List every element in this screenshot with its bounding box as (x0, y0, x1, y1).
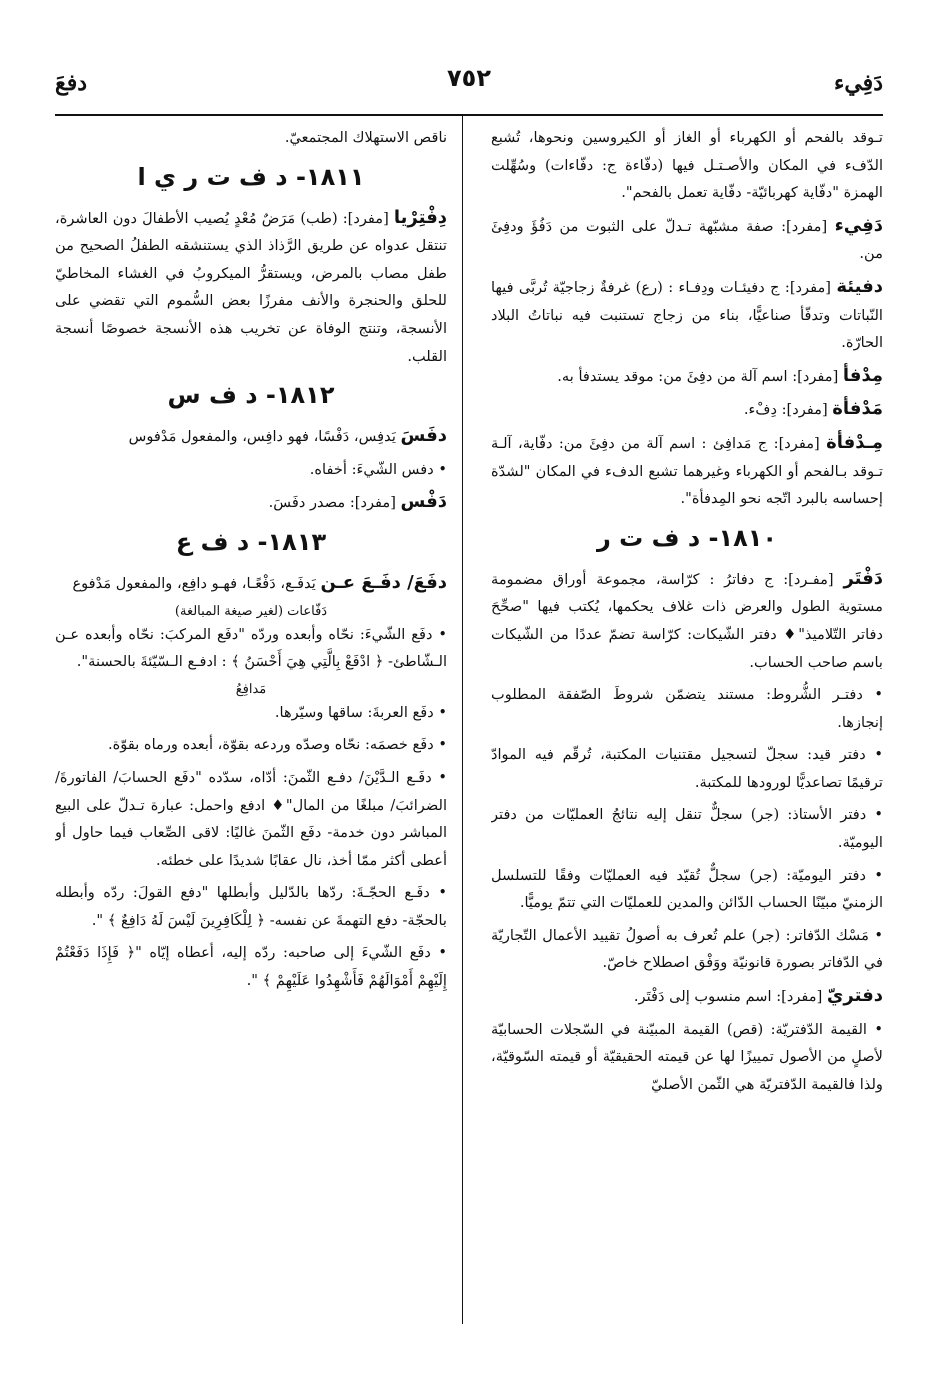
entry-text: [مفرد]: (طب) مَرَضٌ مُعْدٍ يُصيب الأطفالَ دون العاشرة، تنتقل عدواه عن طريق الرَّذاذ الذي يستنشقه الطفلُ الصحيح من طفل مصاب بالمرض، ويستقرُّ الميكروبُ في الغشاء المخاطيّ للحلق والحنجرة والأنف مفرزًا بعض السُّموم التي تقضي على الأنسجة، وتنتج الوفاة عن تخريب هذه الأنسجة خصوصًا أنسجة القلب. (55, 209, 447, 365)
dictionary-entry (55, 488, 447, 517)
section-heading: ١٨١٣- د ف ع (175, 527, 327, 556)
entry-text: [مفرد]: ج مَدافِئ : اسم آلة من دفِئَ من: دفّاية، آلـة تـوقد بـالفحم أو الكهرباء وغيرهما تشبع الدفء في المكان "لشدّة إحساسه بالبرد اتّجه نحو المِدفأة". (491, 434, 883, 508)
column-divider (462, 114, 463, 1324)
dictionary-entry (491, 565, 883, 676)
dictionary-entry (491, 395, 883, 424)
plural-note: دَفّاعات (لغير صيغة المبالغة) (174, 603, 328, 619)
dictionary-entry (55, 731, 447, 759)
dictionary-entry (55, 699, 447, 727)
dictionary-entry (491, 362, 883, 391)
entry-headword: دفَعَ/ دفَـعَ عـن (320, 571, 447, 593)
entry-text: ناقص الاستهلاك المجتمعيّ. (284, 129, 447, 146)
entry-text: • القيمة الدّفتريّة: (قص) القيمة المبيّنة في السّجلات الحسابيّة لأصلٍ من الأصول تمييزًا لها عن قيمته الحقيقيّة أو قيمته السّوقيّة، ولذا فالقيمة الدّفتريّة هي الثّمن الأصليّ (491, 1020, 883, 1093)
dictionary-entry (491, 982, 883, 1011)
entry-text: • دفَـع الحجّـةَ: ردّها بالدّليل وأبطلها "دفع القولَ: ردّه وأبطله بالحجّة- دفع التهمةَ عن نفسه- ﴿ لِلْكَافِرِينَ لَيْسَ لَهُ دَافِعٌ ﴾ ". (55, 884, 447, 929)
entry-headword: دفيئة (836, 275, 883, 297)
right-column (491, 124, 883, 1324)
page-number: ٧٥٢ (447, 64, 491, 92)
entry-text: • دفَع الشّيءَ إلى صاحبه: ردّه إليه، أعطاه إيّاه "﴿ فَإِذَا دَفَعْتُمْ إِلَيْهِمْ أَمْوَالَهُمْ فَأَشْهِدُوا عَلَيْهِمْ ﴾ ". (55, 944, 447, 990)
dictionary-entry (55, 422, 447, 451)
entry-headword: دَفِيء (834, 214, 883, 236)
dictionary-entry (55, 204, 447, 371)
entry-text: [مفرد]: دِفْء. (743, 401, 828, 419)
dictionary-entry (55, 456, 447, 484)
entry-text: [مفرد]: مصدر دفَسَ. (268, 494, 396, 512)
entry-text: • دفتـر الشُّروط: مستند يتضمّن شروطَ الصّفقة المطلوب إنجازها. (491, 686, 883, 731)
dictionary-entry (55, 621, 447, 676)
entry-text: تـوقد بالفحم أو الكهرباء أو الغاز أو الكيروسين ونحوها، تُشبع الدّفء في المكان والأصـتـل فيها (دفّاءة ج: دفّاءات) وسُهِّلت الهمزة "دفّاية كهربائيّة- دفّاية تعمل بالفحم". (491, 129, 883, 202)
entry-text: يَدفِس، دَفْسًا، فهو دافِس، والمفعول مَدْفوس (128, 428, 396, 446)
entry-headword: دَفْتَر (843, 567, 883, 589)
dictionary-entry (491, 273, 883, 357)
entry-text: [مفرد]: صفة مشبّهة تـدلّ على الثبوت من دَفُؤَ ودفِئَ من. (491, 217, 883, 263)
entry-text: [مفرد]: اسم آلة من دفِئَ من: موقد يستدفأ به. (557, 367, 839, 385)
entry-text: • دفتر قيد: سجلّ لتسجيل مقتنيات المكتبة، تُرقّم فيه الموادّ ترقيمًا تصاعديًّا لورودها للمكتبة. (491, 746, 883, 791)
entry-text: • مَسْك الدّفاتر: (جر) علم تُعرف به أصولُ تقييد الأعمال التّجاريّة في الدّفاتر بصورة قانونيّة ووَفْق اصطلاح خاصّ. (491, 926, 883, 972)
dictionary-entry (55, 939, 447, 994)
entry-text: • دفَع الشّيءَ: نحّاه وأبعده وردّه "دفَع المركبَ: نحّاه وأبعده عـن الـشّاطئ- ﴿ ادْفَعْ بِالَّتِي هِيَ أَحْسَنُ ﴾ : ادفـع الـسّيّئةَ بالحسنة". (55, 625, 447, 671)
dictionary-entry (491, 1016, 883, 1099)
dictionary-entry (55, 764, 447, 874)
entry-text: • دفتر اليوميّة: (جر) سجلٌّ تُقيّد فيه العمليّات وفقًا للتسلسل الزمنيّ مبيّنًا الحساب الدّائن والمدين للعمليّات التي تتمّ يوميًّا. (491, 866, 883, 912)
dictionary-entry (491, 429, 883, 513)
left-column (55, 124, 447, 1324)
dictionary-entry (491, 862, 883, 917)
dictionary-entry (491, 124, 883, 207)
dictionary-entry (55, 569, 447, 598)
dictionary-entry (491, 801, 883, 856)
entry-text: • دفس الشّيءَ: أخفاه. (309, 460, 447, 478)
entry-text: [مفرد]: اسم منسوب إلى دَفْتَر. (633, 988, 823, 1006)
entry-headword: مَدْفأة (832, 398, 883, 420)
entry-text: [مفـرد]: ج دفاترُ : كرّاسة، مجموعة أوراق مضمومة مستوية الطول والعرض ذات غلاف يحكمها، يُكتب فيها "صحِّحَ دفاتر التّلاميذ"♦ دفتر الشّيكات: كرّاسة تضمّ عددًا من الشّيكات باسم صاحب الحساب. (491, 570, 883, 671)
section-heading: ١٨١٢- د ف س (167, 381, 335, 410)
dictionary-entry (491, 741, 883, 796)
plural-note: مَدافِعُ (235, 681, 267, 697)
entry-headword: مِدْفأ (842, 364, 883, 386)
entry-text: • دفَع خصمَه: نحّاه وصدّه وردعه بقوّة، أبعده ورماه بقوّة. (108, 736, 447, 754)
dictionary-entry (491, 212, 883, 268)
entry-headword: دَفْس (400, 491, 447, 513)
section-heading: ١٨١٠- د ف ت ر (596, 523, 778, 552)
header-first-word: دَفِيء (834, 70, 883, 96)
entry-text: • دفَع العربةَ: ساقها وسيّرها. (274, 703, 447, 721)
header-rule (55, 114, 883, 116)
header-last-word: دفعَ (55, 70, 88, 96)
page-header (55, 60, 883, 104)
entry-text: • دفتر الأستاذ: (جر) سجلٌّ تنقل إليه نتائجُ العمليّات من دفتر اليوميّة. (491, 806, 883, 852)
entry-headword: مِـدْفأة (826, 431, 883, 453)
entry-text: • دفَـع الـدَّيْنَ/ دفـع الثّمنَ: أدّاه، سدّده "دفَع الحسابَ/ الفاتورةَ/ الضرائبَ/ مبلغًا من المال"♦ ادفع واحمل: عبارة تـدلّ على البيع المباشر دون خدمة- دفَع الثّمنَ غاليًا: لاقى الصِّعاب فيما حاول أو أعطى أكثر ممّا أخذ، نال عقابًا شديدًا على خطئه. (55, 768, 447, 869)
entry-headword: دفتريّ (826, 985, 883, 1007)
entry-headword: دفَسَ (400, 425, 447, 447)
dictionary-entry (491, 681, 883, 736)
entry-text: [مفرد]: ج دفيئـات ودِفـاء : (رع) غرفةٌ زجاجيّة تُربَّى فيها النّباتات وتدفّأ صناعيًّا، بناء من زجاج تستنبت فيه نباتاتُ البلاد الحارّة. (491, 278, 883, 352)
entry-text: يَدفَـع، دَفْعًـا، فهـو دافِع، والمفعول مَدْفوع (72, 574, 316, 592)
dictionary-entry (55, 124, 447, 152)
dictionary-entry (491, 922, 883, 977)
section-heading: ١٨١١- د ف ت ر ي ا (137, 162, 365, 191)
entry-headword: دِفْتِرْيا (393, 206, 447, 228)
dictionary-entry (55, 879, 447, 934)
